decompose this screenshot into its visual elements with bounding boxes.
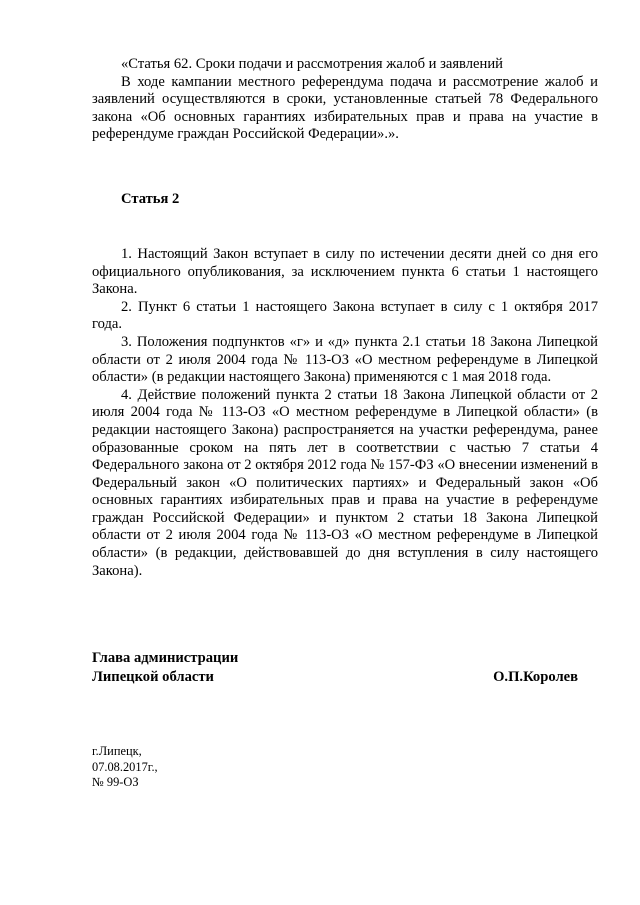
- signature-row: [92, 668, 578, 687]
- article-2-item-1: 1. Настоящий Закон вступает в силу по истечении десяти дней со дня его официального опубликования, за исключением пункта 6 статьи 1 настоящего Закона.: [92, 245, 598, 298]
- footer-number: № 99-ОЗ: [92, 775, 139, 789]
- article-2-title: Статья 2: [121, 190, 180, 207]
- footer-place: г.Липецк,: [92, 744, 142, 758]
- amendment-heading: «Статья 62. Сроки подачи и рассмотрения жалоб и заявлений: [121, 56, 503, 72]
- document-body: [92, 56, 598, 580]
- signature-position-line2: Липецкой области: [92, 668, 214, 685]
- article-2-item-4: 4. Действие положений пункта 2 статьи 18 Закона Липецкой области от 2 июля 2004 года № 113-ОЗ «О местном референдуме в Липецкой области» (в редакции настоящего Закона) распространяется на участки референдума, ранее образованные сроком на пять лет в соответствии с частью 7 статьи 4 Федерального закона от 2 октября 2012 года № 157-ФЗ «О внесении изменений в Федеральный закон «О политических партиях» и Федеральный закон «Об основных гарантиях избирательных прав и права на участие в референдуме граждан Российской Федерации» и пунктом 2 статьи 18 Закона Липецкой области от 2 июля 2004 года № 113-ОЗ «О местном референдуме в Липецкой области» (в редакции, действовавшей до дня вступления в силу настоящего Закона).: [92, 386, 598, 579]
- article-2-item-3: 3. Положения подпунктов «г» и «д» пункта 2.1 статьи 18 Закона Липецкой области от 2 июля 2004 года № 113-ОЗ «О местном референдуме в Липецкой области» (в редакции настоящего Закона) применяются с 1 мая 2018 года.: [92, 333, 598, 386]
- article-2-item-2: 2. Пункт 6 статьи 1 настоящего Закона вступает в силу с 1 октября 2017 года.: [92, 298, 598, 333]
- document-footer: [92, 744, 158, 791]
- signature-position-line1: Глава администрации: [92, 650, 239, 666]
- article-2-body: [92, 246, 598, 580]
- footer-date: 07.08.2017г.,: [92, 759, 158, 774]
- signature-block: [92, 649, 578, 686]
- amendment-text: В ходе кампании местного референдума подача и рассмотрение жалоб и заявлений осуществляются в сроки, установленные статьей 78 Федерального закона «Об основных гарантиях избирательных прав и права на участие в референдуме граждан Российской Федерации».».: [92, 73, 598, 143]
- amendment-block: [92, 56, 598, 144]
- signatory-name: О.П.Королев: [493, 668, 578, 685]
